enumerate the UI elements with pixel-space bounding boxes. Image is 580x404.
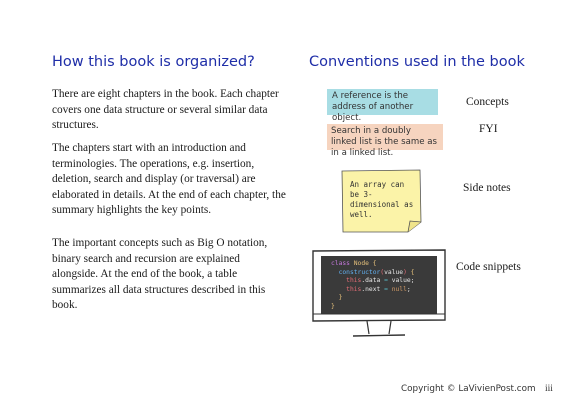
fyi-label: FYI — [479, 123, 498, 135]
conventions-heading: Conventions used in the book — [309, 54, 525, 70]
code-snippet: class Node { constructor(value) { this.data = value; this.next = null; } } — [331, 260, 415, 310]
code-monitor — [311, 248, 447, 340]
paragraph-concepts: The important concepts such as Big O notation, binary search and recursion are explained alongside. At the end of the book, a table summarizes all data structures described in this book. — [52, 237, 268, 311]
side-notes-label: Side notes — [463, 182, 511, 194]
organization-heading: How this book is organized? — [52, 54, 255, 70]
concept-example-box: A reference is the address of another object. — [327, 89, 438, 115]
paragraph-operations: The chapters start with an introduction and terminologies. The operations, e.g. insertion, deletion, search and display (or traversal) are elaborated in details. At the end of each chapter, the summary highlights the key points. — [52, 142, 286, 216]
code-snippets-label: Code snippets — [456, 261, 521, 273]
paragraph-chapters: There are eight chapters in the book. Each chapter covers one data structure or several similar data structures. — [52, 88, 279, 131]
copyright-footer: Copyright © LaVivienPost.com — [401, 384, 536, 394]
page-number: iii — [545, 384, 553, 394]
sticky-note — [338, 168, 424, 234]
fyi-example-box: Search in a doubly linked list is the same as in a linked list. — [327, 124, 443, 150]
concepts-label: Concepts — [466, 96, 509, 108]
side-note-text: An array can be 3-dimensional as well. — [350, 180, 414, 219]
